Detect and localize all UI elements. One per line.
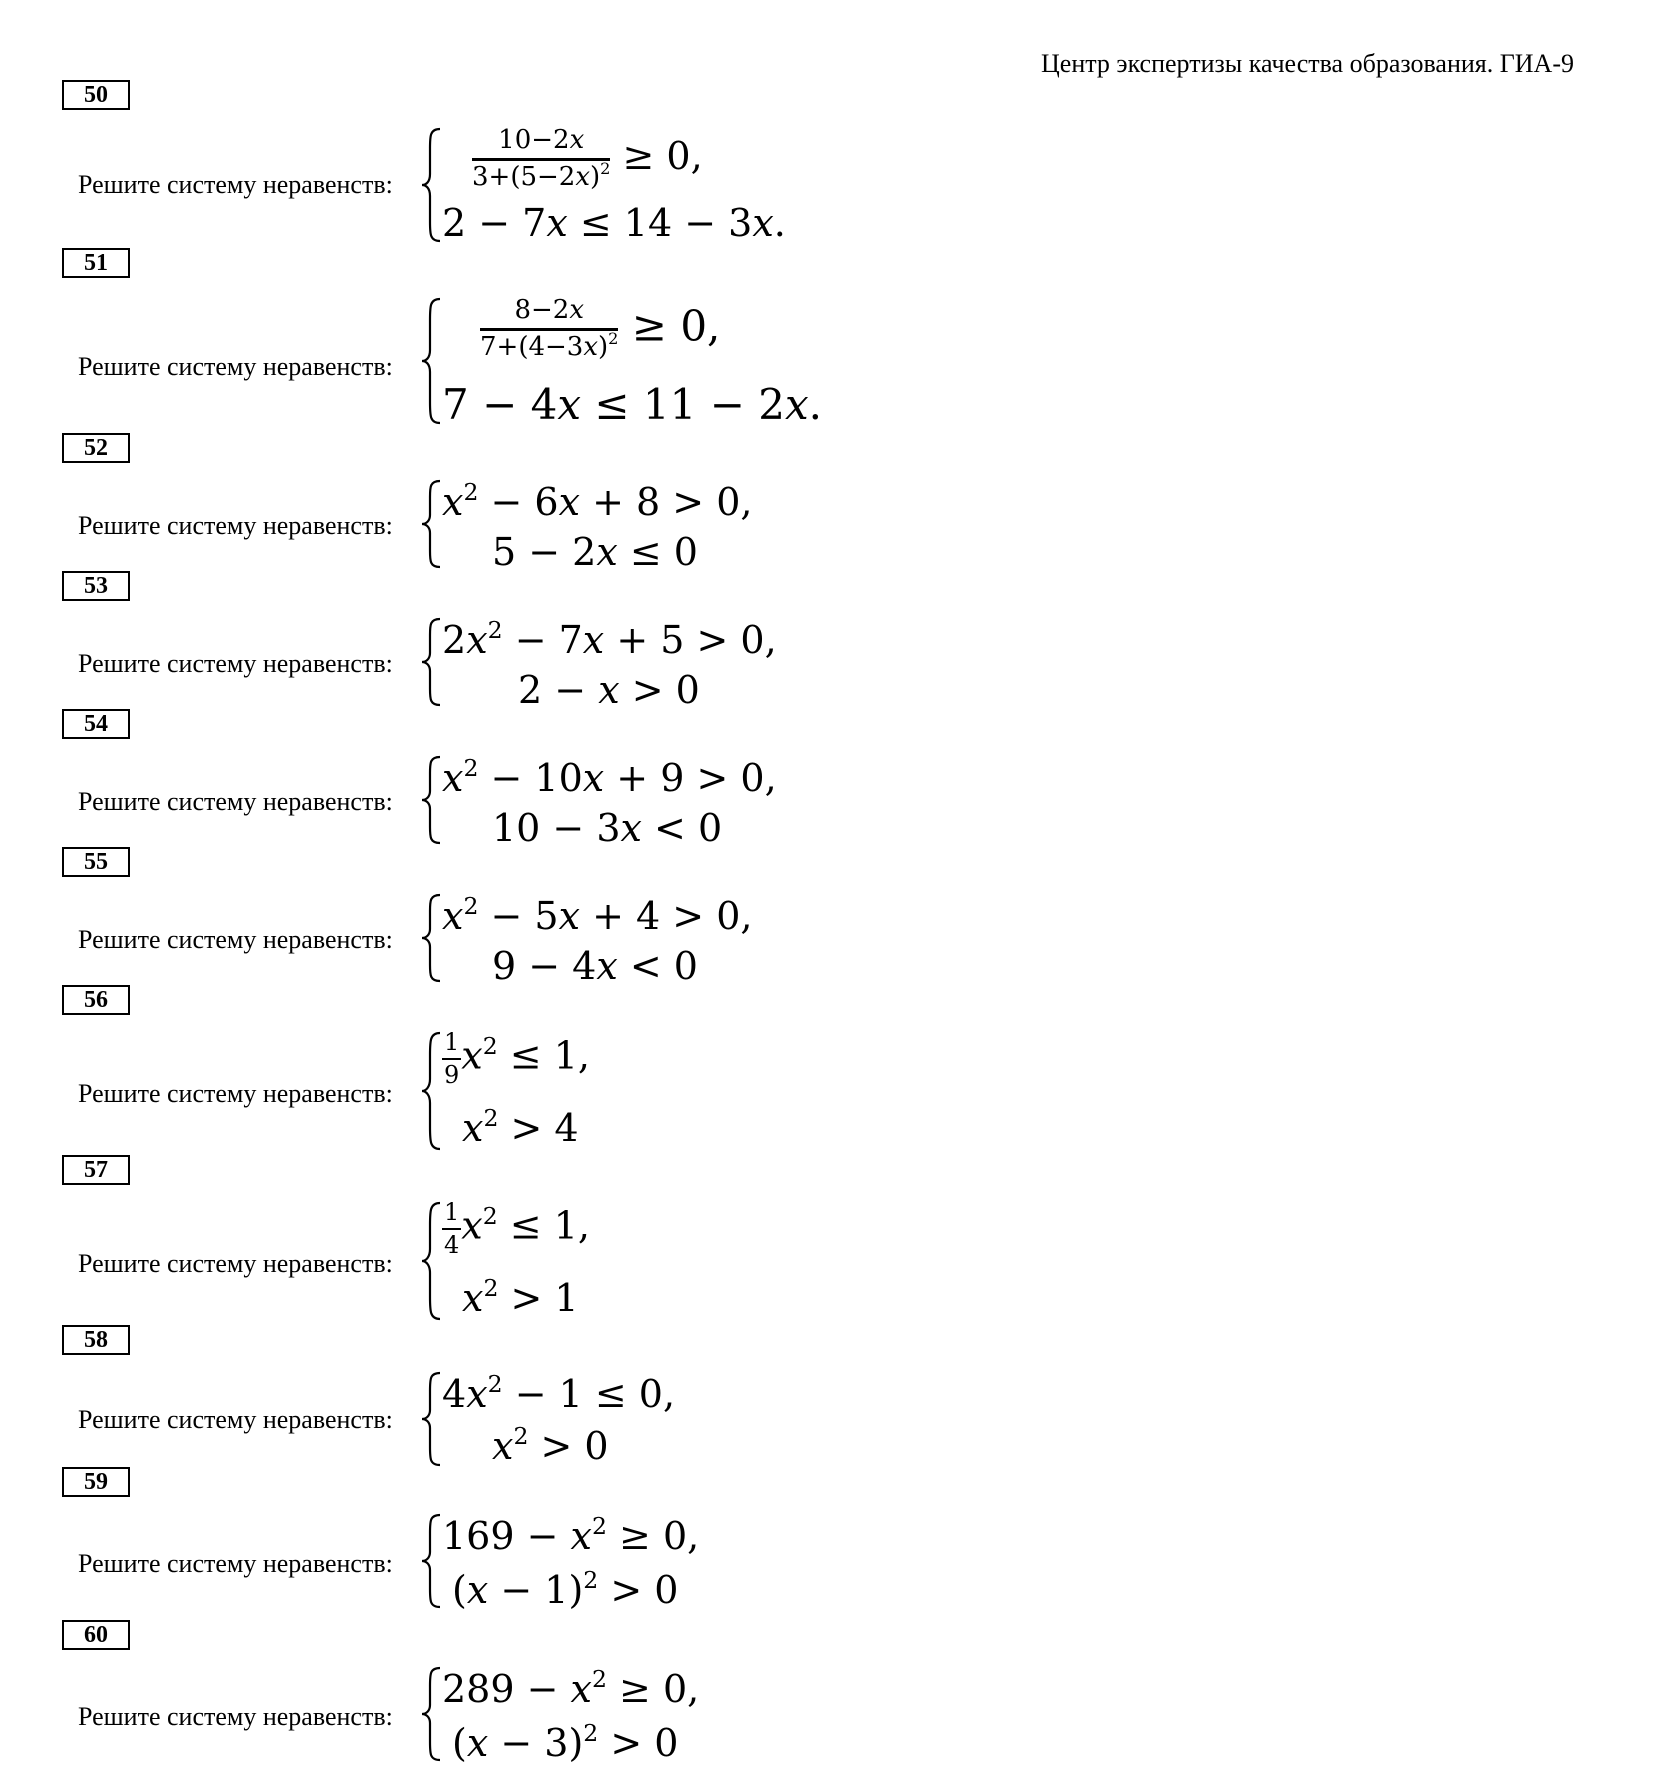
left-brace-icon (420, 891, 442, 985)
page-header: Центр экспертизы качества образования. ГИА-9 (1041, 49, 1574, 78)
expression-part: ≤ 1, (497, 1203, 590, 1248)
expression-part: + 4 > 0, (580, 894, 753, 938)
task-number: 59 (62, 1467, 130, 1497)
task-prompt: Решите систему неравенств: (78, 352, 393, 381)
expression-part: > 0 (619, 668, 700, 712)
exponent: 2 (463, 754, 479, 783)
variable: x (442, 894, 464, 938)
numerator: 1 (442, 1199, 461, 1230)
exponent: 2 (487, 1370, 503, 1399)
expression-part: > 1 (498, 1276, 579, 1320)
fraction (442, 1199, 461, 1259)
expression-part: 169 − (442, 1514, 571, 1558)
expression-part: ≤ 11 − 2 (581, 380, 785, 429)
variable: x (466, 1721, 489, 1765)
task-number: 50 (62, 80, 130, 110)
left-brace-icon (420, 477, 442, 571)
variable: x (620, 806, 642, 850)
task-prompt: Решите систему неравенств: (78, 1405, 393, 1434)
task-60 (62, 1620, 1622, 1790)
expression-part: + 8 > 0, (580, 480, 753, 524)
denominator-close: ) (590, 161, 601, 192)
expression-part: − 7 (502, 618, 583, 662)
expression-part: − 3) (488, 1721, 584, 1765)
relation: ≥ 0, (610, 133, 703, 178)
variable: x (466, 1372, 488, 1416)
expression-part: + 5 > 0, (604, 618, 777, 662)
task-number: 57 (62, 1155, 130, 1185)
variable: x (462, 1276, 484, 1320)
expression-part: > 4 (498, 1106, 579, 1150)
expression-part: 9 − 4 (492, 944, 597, 988)
fraction (442, 1029, 461, 1089)
denominator: 4 (444, 1230, 460, 1259)
expression-part: − 10 (478, 756, 583, 800)
variable: x (557, 380, 582, 429)
task-50 (62, 80, 1622, 250)
expression-part: − 5 (478, 894, 559, 938)
exponent: 2 (600, 159, 611, 179)
task-number: 56 (62, 985, 130, 1015)
variable: x (546, 201, 568, 245)
expression-part: > 0 (598, 1568, 679, 1612)
fraction (472, 126, 610, 193)
left-brace-icon (420, 615, 442, 709)
variable: x (569, 125, 585, 155)
task-number: 60 (62, 1620, 130, 1650)
task-57 (62, 1155, 1622, 1325)
expression-part: ≤ 14 − 3 (567, 201, 753, 245)
expression-part: − 1) (488, 1568, 584, 1612)
expression-part: ≤ 0 (617, 530, 698, 574)
task-prompt: Решите систему неравенств: (78, 925, 393, 954)
exponent: 2 (591, 1512, 607, 1541)
expression-part: − 1 ≤ 0, (502, 1372, 676, 1416)
exponent: 2 (608, 329, 619, 349)
variable: x (558, 480, 581, 524)
exponent: 2 (583, 1719, 599, 1748)
exponent: 2 (463, 892, 479, 921)
variable: x (596, 944, 618, 988)
expression-part: > 0 (598, 1721, 679, 1765)
variable: x (570, 1514, 592, 1558)
left-brace-icon (420, 296, 442, 426)
exponent: 2 (487, 616, 503, 645)
expression-part: 7 − 4 (442, 380, 558, 429)
expression-part: . (773, 201, 786, 245)
task-number: 53 (62, 571, 130, 601)
variable: x (466, 618, 488, 662)
task-prompt: Решите систему неравенств: (78, 1702, 393, 1731)
expression-part: 2 (442, 618, 467, 662)
left-brace-icon (420, 1369, 442, 1469)
expression-part: − 6 (478, 480, 559, 524)
relation: ≥ 0, (618, 301, 721, 351)
variable: x (570, 1667, 592, 1711)
left-brace-icon (420, 1029, 442, 1153)
variable: x (442, 756, 464, 800)
left-brace-icon (420, 1511, 442, 1611)
variable: x (492, 1424, 514, 1468)
expression-part: < 0 (641, 806, 723, 850)
task-number: 58 (62, 1325, 130, 1355)
task-56 (62, 985, 1622, 1155)
left-brace-icon (420, 753, 442, 847)
exponent: 2 (513, 1422, 529, 1451)
expression-part: ≤ 1, (497, 1033, 590, 1078)
expression-part: > 0 (528, 1424, 609, 1468)
numerator: 1 (442, 1029, 461, 1060)
variable: x (752, 201, 774, 245)
task-51 (62, 248, 1622, 429)
exponent: 2 (583, 1566, 599, 1595)
exponent: 2 (483, 1274, 499, 1303)
task-number: 55 (62, 847, 130, 877)
exponent: 2 (483, 1104, 499, 1133)
expression-part: < 0 (617, 944, 698, 988)
expression-part: . (808, 380, 823, 429)
expression-part: 2 − (518, 668, 599, 712)
variable: x (596, 530, 618, 574)
numerator: 8−2 (514, 295, 570, 325)
denominator: 9 (444, 1060, 460, 1089)
expression-part: 5 − 2 (492, 530, 597, 574)
variable: x (462, 1106, 484, 1150)
task-prompt: Решите систему неравенств: (78, 170, 393, 199)
expression-part: ( (452, 1568, 467, 1612)
exponent: 2 (463, 478, 479, 507)
task-number: 52 (62, 433, 130, 463)
task-prompt: Решите систему неравенств: (78, 787, 393, 816)
variable: x (582, 618, 605, 662)
variable: x (582, 756, 605, 800)
variable: x (466, 1568, 489, 1612)
variable: x (598, 668, 620, 712)
task-prompt: Решите систему неравенств: (78, 511, 393, 540)
numerator: 10−2 (498, 125, 570, 155)
variable: x (569, 295, 584, 325)
variable: x (784, 380, 809, 429)
denominator-close: ) (598, 331, 609, 362)
expression-part: 289 − (442, 1667, 571, 1711)
task-number: 51 (62, 248, 130, 278)
exponent: 2 (591, 1665, 607, 1694)
expression-part: + 9 > 0, (604, 756, 777, 800)
expression-part: 10 − 3 (492, 806, 621, 850)
exponent: 2 (482, 1031, 498, 1060)
task-number: 54 (62, 709, 130, 739)
left-brace-icon (420, 1664, 442, 1764)
left-brace-icon (420, 126, 442, 244)
expression-part: ( (452, 1721, 467, 1765)
variable: x (558, 894, 581, 938)
expression-part: 4 (442, 1372, 467, 1416)
task-prompt: Решите систему неравенств: (78, 1549, 393, 1578)
task-59 (62, 1467, 1622, 1637)
expression-part: ≥ 0, (606, 1667, 700, 1711)
variable: x (442, 480, 464, 524)
denominator: 3+(5−2 (472, 161, 576, 192)
variable: x (583, 331, 599, 362)
exponent: 2 (482, 1201, 498, 1230)
variable: x (461, 1203, 483, 1248)
expression-part: ≥ 0, (606, 1514, 700, 1558)
task-prompt: Решите систему неравенств: (78, 1079, 393, 1108)
variable: x (461, 1033, 483, 1078)
denominator: 7+(4−3 (480, 331, 584, 362)
left-brace-icon (420, 1199, 442, 1323)
variable: x (575, 161, 591, 192)
task-prompt: Решите систему неравенств: (78, 649, 393, 678)
task-prompt: Решите систему неравенств: (78, 1249, 393, 1278)
fraction (480, 296, 618, 363)
expression-part: 2 − 7 (442, 201, 547, 245)
